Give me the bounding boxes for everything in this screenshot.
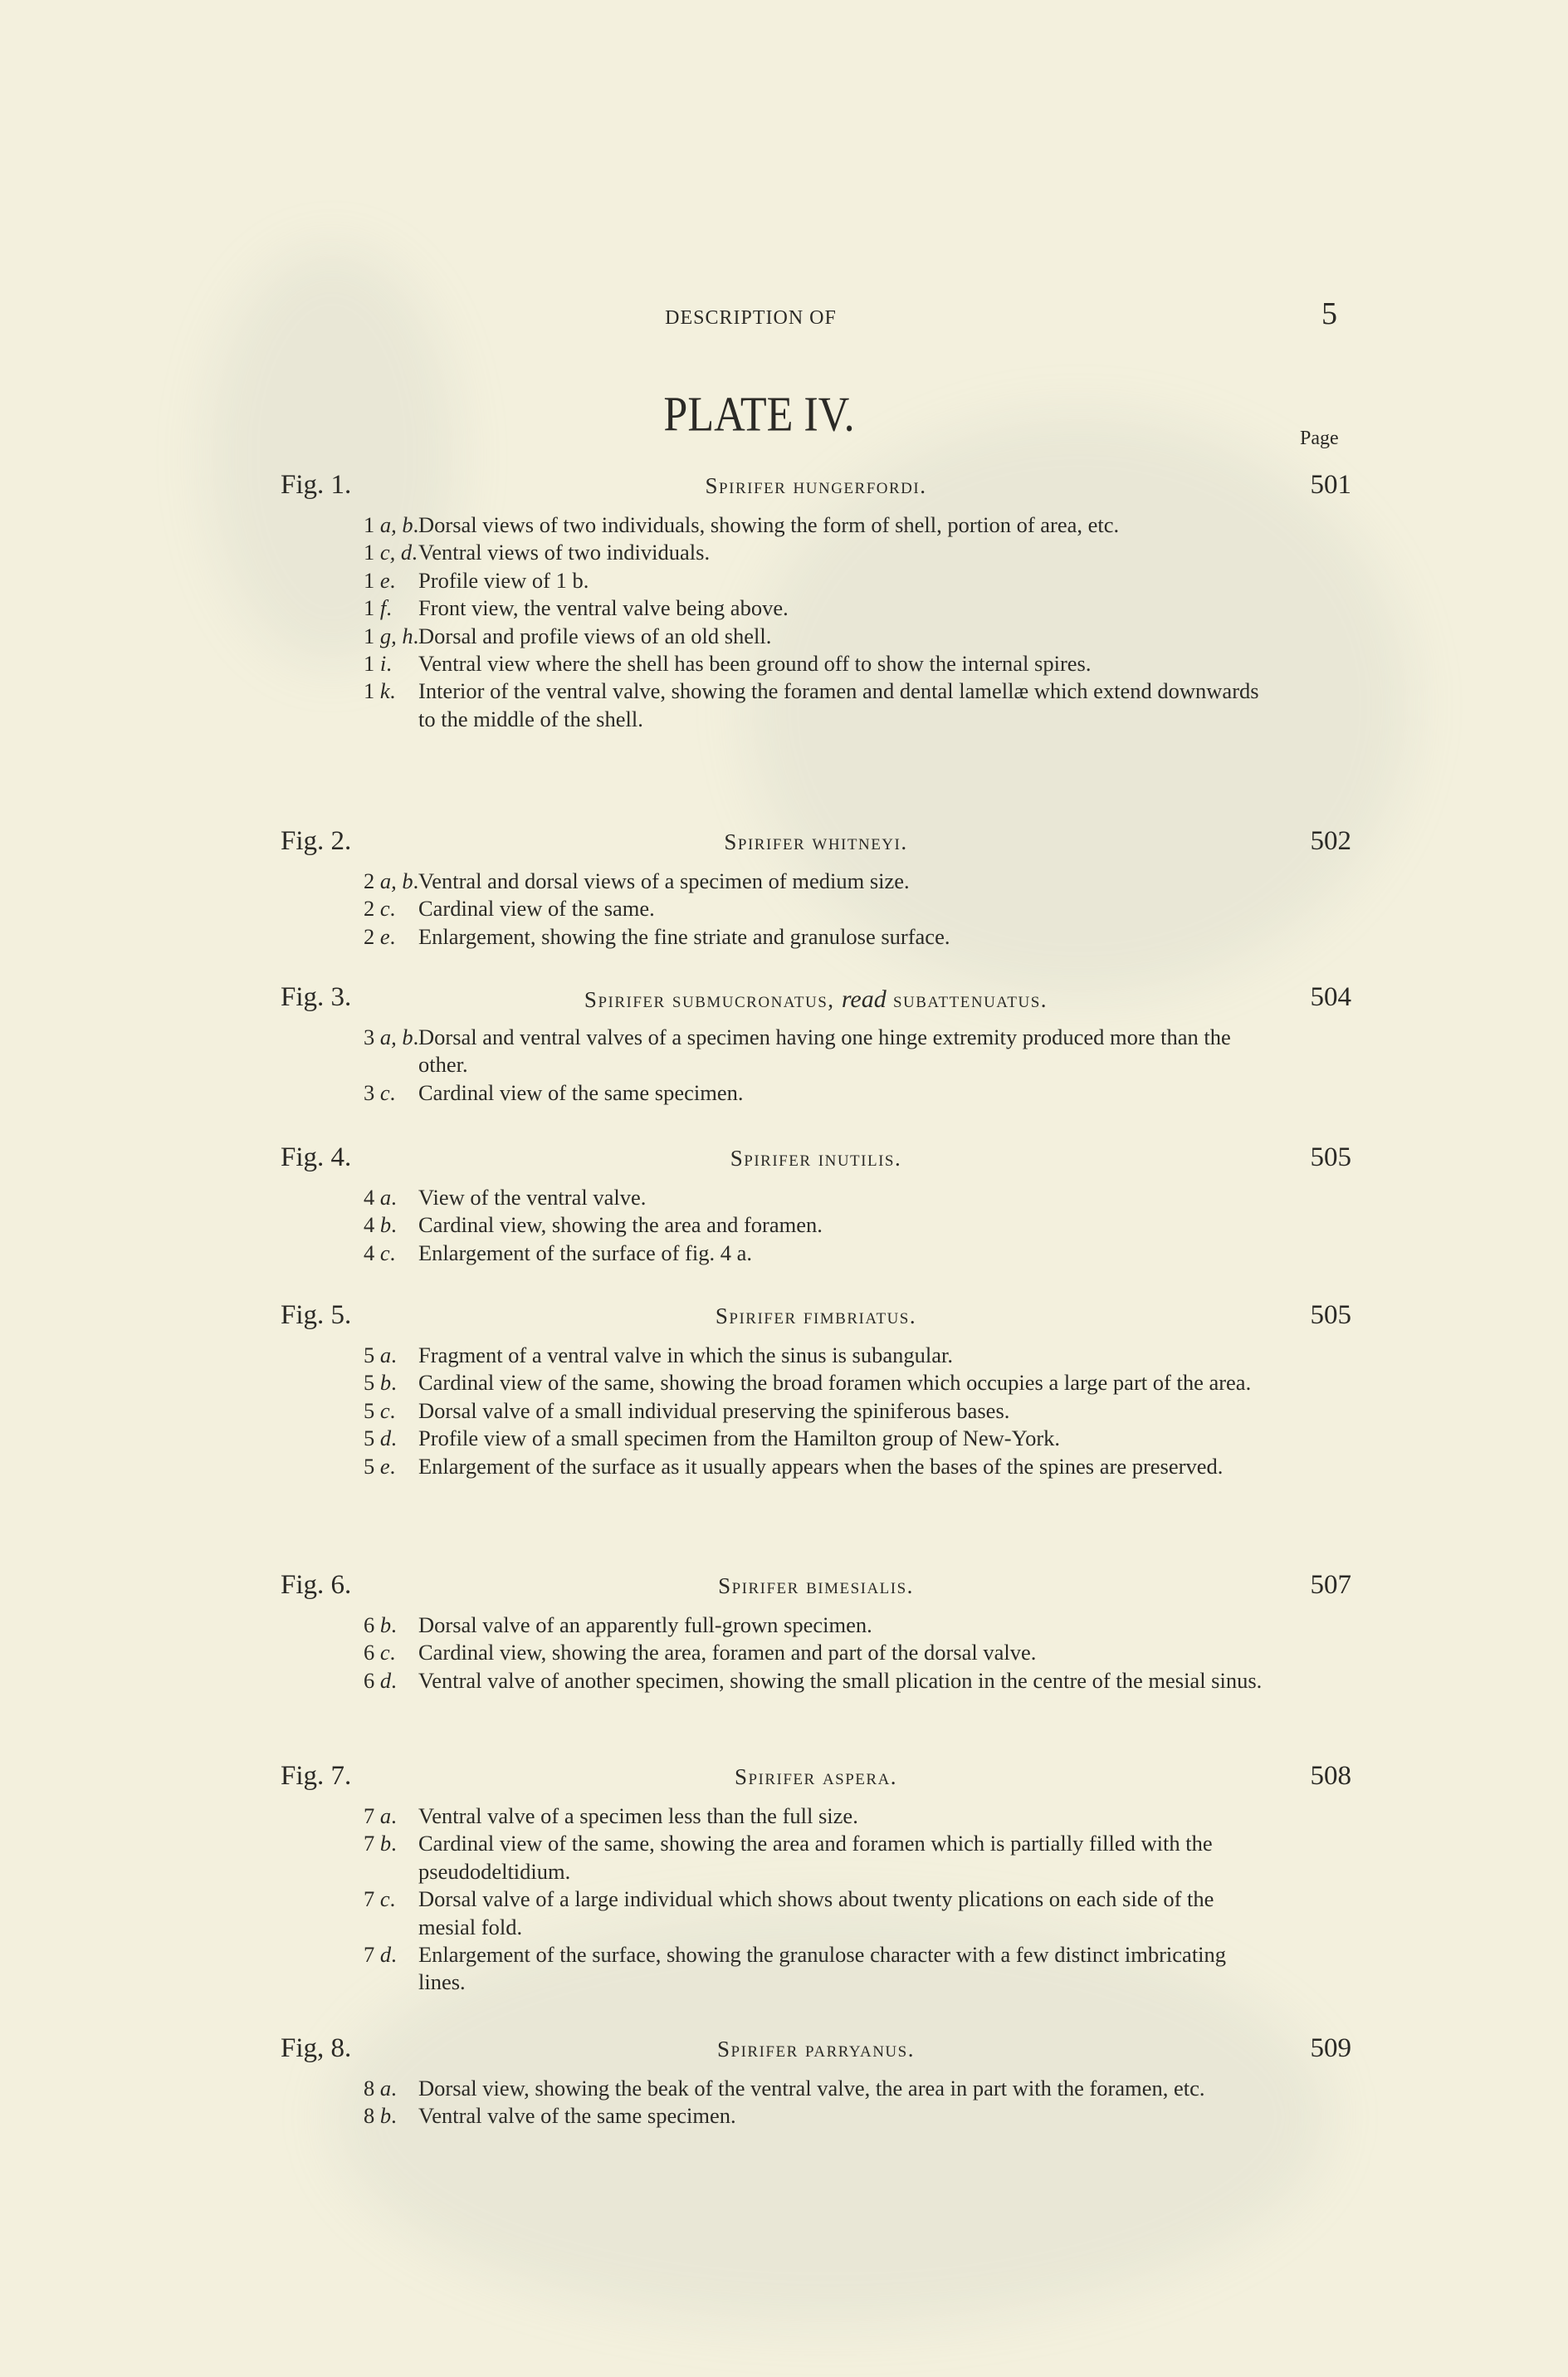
item-description: Dorsal valve of a large individual which shows about twenty plications on each side of the mesial fold. xyxy=(418,1886,1214,1939)
item-number: 7 a. xyxy=(364,1803,397,1828)
figure-items xyxy=(364,1184,1277,1267)
item-number: 7 d. xyxy=(364,1942,397,1968)
figure-page-ref: 505 xyxy=(1310,1300,1351,1330)
figure-section xyxy=(281,1761,1351,1997)
item-description: Front view, the ventral valve being above. xyxy=(418,595,789,621)
figure-title xyxy=(281,1303,1351,1329)
fig-number: 4 xyxy=(364,1185,375,1210)
figure-label: Fig, 8. xyxy=(281,2033,352,2063)
figure-heading xyxy=(281,826,1351,859)
figure-page-ref: 509 xyxy=(1310,2033,1351,2063)
item-description: Dorsal views of two individuals, showing the form of shell, portion of area, etc. xyxy=(418,512,1120,537)
fig-number: 5 xyxy=(364,1343,375,1367)
figure-item xyxy=(364,1397,1277,1425)
figure-section xyxy=(281,1142,1351,1267)
fig-number: 2 xyxy=(364,868,375,893)
view-letters: g, h xyxy=(379,623,413,648)
figure-label: Fig. 2. xyxy=(281,826,352,856)
figure-label: Fig. 7. xyxy=(281,1761,352,1791)
view-letters: a xyxy=(379,1803,392,1828)
figure-item xyxy=(364,677,1277,733)
figure-item xyxy=(364,895,1277,922)
fig-number: 3 xyxy=(364,1079,375,1105)
fig-number: 8 xyxy=(364,2076,375,2101)
figure-section xyxy=(281,826,1351,951)
figure-item xyxy=(364,1453,1277,1480)
view-letters: a, b xyxy=(379,1025,413,1049)
item-number: 2 e. xyxy=(364,923,396,949)
item-description: Ventral valve of the same specimen. xyxy=(418,2103,736,2129)
view-letters: e xyxy=(379,567,390,593)
figure-items xyxy=(364,1612,1277,1695)
item-description: Cardinal view, showing the area, foramen and part of the dorsal valve. xyxy=(418,1640,1037,1665)
item-number: 1 g, h. xyxy=(364,623,419,648)
item-number: 6 c. xyxy=(364,1640,396,1665)
item-description: Ventral views of two individuals. xyxy=(418,540,711,565)
item-description: Cardinal view, showing the area and foramen. xyxy=(418,1212,823,1238)
figure-title xyxy=(281,473,1351,499)
view-letters: d xyxy=(379,1667,392,1693)
item-description: Ventral view where the shell has been ground off to show the internal spires. xyxy=(418,651,1092,677)
view-letters: e xyxy=(379,923,390,949)
item-description: Profile view of 1 b. xyxy=(418,567,589,593)
figure-items xyxy=(364,1024,1277,1107)
figure-item xyxy=(364,511,1277,539)
view-letters: i xyxy=(379,651,387,677)
item-number: 7 c. xyxy=(364,1886,396,1912)
item-number: 5 d. xyxy=(364,1426,397,1451)
item-description: Interior of the ventral valve, showing the foramen and dental lamellæ which extend downwards to the middle of the shell. xyxy=(418,678,1259,731)
figure-items xyxy=(364,1802,1277,1997)
view-letters: d xyxy=(379,1942,392,1968)
item-description: Dorsal and profile views of an old shell. xyxy=(418,623,772,648)
item-number: 3 c. xyxy=(364,1079,396,1105)
species-name: Spirifer inutilis. xyxy=(730,1146,902,1171)
item-number: 8 a. xyxy=(364,2076,397,2101)
item-description: Profile view of a small specimen from the Hamilton group of New-York. xyxy=(418,1426,1061,1451)
figure-item xyxy=(364,2102,1277,2130)
read-note: read xyxy=(841,986,887,1013)
figure-item xyxy=(364,923,1277,951)
fig-number: 5 xyxy=(364,1426,375,1451)
fig-number: 6 xyxy=(364,1640,375,1665)
species-name: Spirifer parryanus. xyxy=(717,2037,915,2062)
item-description: Enlargement, showing the fine striate and granulose surface. xyxy=(418,923,950,949)
item-description: View of the ventral valve. xyxy=(418,1185,647,1210)
item-number: 8 b. xyxy=(364,2103,397,2129)
view-letters: c, d xyxy=(379,540,413,565)
fig-number: 1 xyxy=(364,540,375,565)
figure-page-ref: 504 xyxy=(1310,982,1351,1012)
figure-title xyxy=(281,1146,1351,1171)
item-number: 4 b. xyxy=(364,1212,397,1238)
item-description: Cardinal view of the same. xyxy=(418,896,655,922)
species-name: Spirifer hungerfordi. xyxy=(705,473,927,498)
figure-item xyxy=(364,1802,1277,1830)
figure-label: Fig. 4. xyxy=(281,1142,352,1172)
item-description: Cardinal view of the same specimen. xyxy=(418,1079,744,1105)
fig-number: 3 xyxy=(364,1025,375,1049)
figure-item xyxy=(364,2075,1277,2102)
view-letters: c xyxy=(379,1079,390,1105)
view-letters: c xyxy=(379,1886,390,1912)
figure-item xyxy=(364,1639,1277,1666)
figure-label: Fig. 6. xyxy=(281,1570,352,1600)
fig-number: 1 xyxy=(364,512,375,537)
item-number: 3 a, b. xyxy=(364,1025,419,1049)
fig-number: 7 xyxy=(364,1831,375,1856)
figure-title xyxy=(281,2037,1351,2062)
item-description: Enlargement of the surface as it usually appears when the bases of the spines are preserved. xyxy=(418,1453,1224,1479)
view-letters: b xyxy=(379,1212,392,1238)
figure-item xyxy=(364,1612,1277,1639)
figure-item xyxy=(364,1184,1277,1211)
item-description: Fragment of a ventral valve in which the sinus is subangular. xyxy=(418,1343,953,1367)
item-number: 1 k. xyxy=(364,678,396,704)
figure-page-ref: 501 xyxy=(1310,470,1351,500)
figure-item xyxy=(364,623,1277,650)
view-letters: b xyxy=(379,1831,392,1856)
species-name: Spirifer aspera. xyxy=(734,1764,898,1789)
view-letters: c xyxy=(379,1397,390,1423)
figure-item xyxy=(364,567,1277,594)
figure-heading xyxy=(281,1300,1351,1333)
view-letters: a xyxy=(379,1343,392,1367)
item-description: Enlargement of the surface of fig. 4 a. xyxy=(418,1240,753,1265)
view-letters: a xyxy=(379,2076,392,2101)
running-head: DESCRIPTION OF xyxy=(665,307,837,329)
item-description: Ventral valve of a specimen less than the full size. xyxy=(418,1803,858,1828)
item-number: 1 f. xyxy=(364,595,392,621)
figure-item xyxy=(364,1369,1277,1396)
view-letters: d xyxy=(379,1426,392,1451)
figure-title xyxy=(281,986,1351,1014)
figure-page-ref: 507 xyxy=(1310,1570,1351,1600)
figure-items xyxy=(364,868,1277,951)
item-number: 7 b. xyxy=(364,1831,397,1856)
item-description: Dorsal view, showing the beak of the ventral valve, the area in part with the foramen, etc. xyxy=(418,2076,1205,2101)
figure-page-ref: 505 xyxy=(1310,1142,1351,1172)
fig-number: 5 xyxy=(364,1397,375,1423)
figure-heading xyxy=(281,2033,1351,2066)
view-letters: b xyxy=(379,1370,392,1396)
figure-item xyxy=(364,1425,1277,1452)
view-letters: e xyxy=(379,1453,390,1479)
figure-heading xyxy=(281,1570,1351,1603)
item-number: 2 c. xyxy=(364,896,396,922)
figure-items xyxy=(364,511,1277,733)
item-description: Cardinal view of the same, showing the area and foramen which is partially filled with the pseudodeltidium. xyxy=(418,1831,1213,1884)
fig-number: 7 xyxy=(364,1886,375,1912)
figure-item xyxy=(364,1830,1277,1885)
fig-number: 4 xyxy=(364,1240,375,1265)
figure-item xyxy=(364,1024,1277,1079)
view-letters: b xyxy=(379,2103,392,2129)
view-letters: c xyxy=(379,896,390,922)
plate-title: PLATE IV. xyxy=(663,387,855,443)
figure-item xyxy=(364,1667,1277,1695)
item-number: 5 e. xyxy=(364,1453,396,1479)
figure-item xyxy=(364,868,1277,895)
fig-number: 1 xyxy=(364,567,375,593)
fig-number: 1 xyxy=(364,678,375,704)
item-description: Ventral valve of another specimen, showing the small plication in the centre of the mesial sinus. xyxy=(418,1667,1263,1693)
item-description: Ventral and dorsal views of a specimen of medium size. xyxy=(418,868,910,893)
view-letters: b xyxy=(379,1612,392,1637)
item-number: 1 e. xyxy=(364,567,396,593)
species-name: Spirifer fimbriatus. xyxy=(715,1303,917,1328)
fig-number: 1 xyxy=(364,623,375,648)
figure-label: Fig. 5. xyxy=(281,1300,352,1330)
figure-section xyxy=(281,2033,1351,2130)
figure-label: Fig. 1. xyxy=(281,470,352,500)
figure-section xyxy=(281,1570,1351,1695)
item-number: 5 b. xyxy=(364,1370,397,1396)
figure-item xyxy=(364,1885,1277,1941)
fig-number: 5 xyxy=(364,1453,375,1479)
view-letters: k xyxy=(379,678,390,704)
item-number: 5 a. xyxy=(364,1343,397,1367)
item-description: Dorsal valve of an apparently full-grown specimen. xyxy=(418,1612,872,1637)
figure-item xyxy=(364,539,1277,566)
item-description: Dorsal and ventral valves of a specimen having one hinge extremity produced more than the other. xyxy=(418,1025,1231,1078)
fig-number: 7 xyxy=(364,1942,375,1968)
fig-number: 6 xyxy=(364,1612,375,1637)
species-name: Spirifer submucronatus, xyxy=(584,987,835,1012)
figure-heading xyxy=(281,1142,1351,1176)
figure-item xyxy=(364,1211,1277,1239)
item-description: Cardinal view of the same, showing the broad foramen which occupies a large part of the area. xyxy=(418,1370,1252,1396)
figure-item xyxy=(364,1342,1277,1369)
item-number: 1 a, b. xyxy=(364,512,419,537)
fig-number: 5 xyxy=(364,1370,375,1396)
fig-number: 4 xyxy=(364,1212,375,1238)
figure-item xyxy=(364,1941,1277,1997)
figure-heading xyxy=(281,982,1351,1015)
figure-title xyxy=(281,829,1351,855)
item-number: 1 c, d. xyxy=(364,540,418,565)
item-description: Dorsal valve of a small individual preserving the spiniferous bases. xyxy=(418,1397,1010,1423)
view-letters: f xyxy=(379,595,387,621)
item-number: 2 a, b. xyxy=(364,868,419,893)
item-number: 6 b. xyxy=(364,1612,397,1637)
figure-section xyxy=(281,982,1351,1107)
figure-heading xyxy=(281,1761,1351,1794)
figure-section xyxy=(281,1300,1351,1480)
fig-number: 1 xyxy=(364,651,375,677)
item-number: 5 c. xyxy=(364,1397,396,1423)
figure-title xyxy=(281,1764,1351,1790)
item-number: 4 c. xyxy=(364,1240,396,1265)
figure-section xyxy=(281,470,1351,733)
fig-number: 2 xyxy=(364,896,375,922)
figure-page-ref: 502 xyxy=(1310,826,1351,856)
fig-number: 2 xyxy=(364,923,375,949)
item-number: 1 i. xyxy=(364,651,392,677)
figure-items xyxy=(364,2075,1277,2130)
fig-number: 7 xyxy=(364,1803,375,1828)
figure-title xyxy=(281,1573,1351,1599)
view-letters: a, b xyxy=(379,512,413,537)
figure-item xyxy=(364,594,1277,622)
fig-number: 6 xyxy=(364,1667,375,1693)
species-name: Spirifer whitneyi. xyxy=(724,829,908,854)
figure-page-ref: 508 xyxy=(1310,1761,1351,1791)
figure-item xyxy=(364,1079,1277,1107)
item-number: 6 d. xyxy=(364,1667,397,1693)
species-name: Spirifer bimesialis. xyxy=(718,1573,914,1598)
figure-items xyxy=(364,1342,1277,1480)
figure-heading xyxy=(281,470,1351,503)
item-number: 4 a. xyxy=(364,1185,397,1210)
view-letters: a, b xyxy=(379,868,413,893)
view-letters: a xyxy=(379,1185,392,1210)
view-letters: c xyxy=(379,1640,390,1665)
page-number: 5 xyxy=(1321,296,1337,331)
page-column-label: Page xyxy=(1300,428,1339,449)
figure-item xyxy=(364,650,1277,677)
view-letters: c xyxy=(379,1240,390,1265)
fig-number: 8 xyxy=(364,2103,375,2129)
fig-number: 1 xyxy=(364,595,375,621)
figure-item xyxy=(364,1240,1277,1267)
figure-label: Fig. 3. xyxy=(281,982,352,1012)
species-correction: subattenuatus. xyxy=(892,987,1048,1012)
item-description: Enlargement of the surface, showing the granulose character with a few distinct imbricating lines. xyxy=(418,1942,1227,1995)
